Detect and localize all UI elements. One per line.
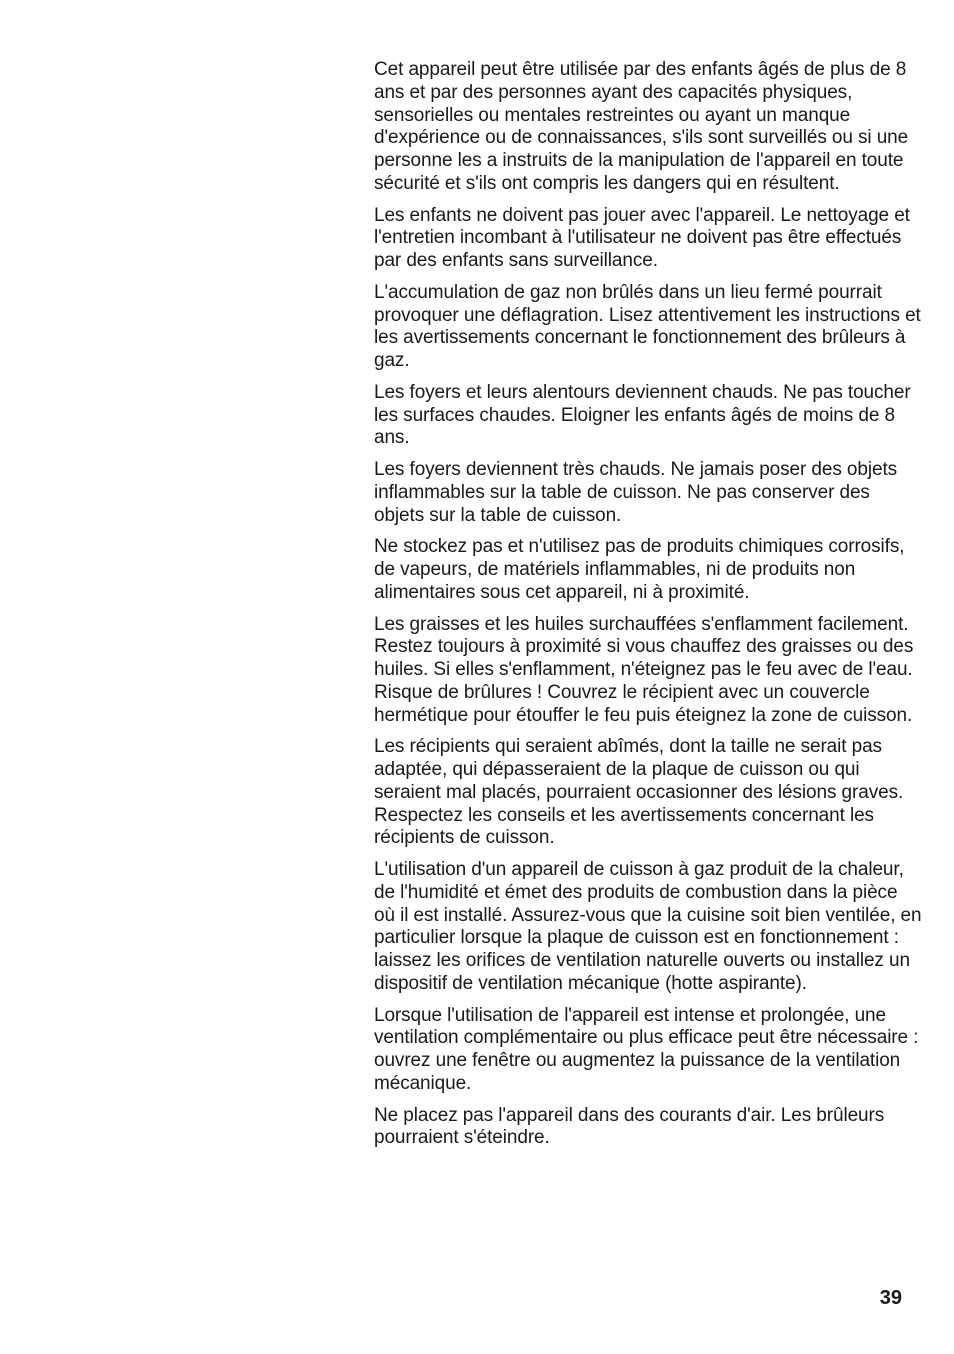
- paragraph-ventilation: L'utilisation d'un appareil de cuisson à gaz produit de la chaleur, de l'humidité et émet des produits de combustion dans la pièce où il est installé. Assurez-vous que la cuisine soit bien ventilée, en particulier lorsque la plaque de cuisson est en fonctionnement : laissez les orifices de ventilation naturelle ouverts ou installez un dispositif de ventilation mécanique (hotte aspirante).: [374, 859, 922, 994]
- paragraph-intensive-use: Lorsque l'utilisation de l'appareil est intense et prolongée, une ventilation complémentaire ou plus efficace peut être nécessaire : ouvrez une fenêtre ou augmentez la puissance de la ventilation mécanique.: [374, 1004, 919, 1094]
- paragraph-children-use: Cet appareil peut être utilisée par des enfants âgés de plus de 8 ans et par des personnes ayant des capacités physiques, sensorielles ou mentales restreintes ou ayant un manque d'expérience ou de connaissances, s'ils sont surveillés ou si une personne les a instruits de la manipulation de l'appareil en toute sécurité et s'ils ont compris les dangers qui en résultent.: [374, 59, 909, 194]
- paragraph-drafts: Ne placez pas l'appareil dans des courants d'air. Les brûleurs pourraient s'éteindre.: [374, 1104, 885, 1149]
- paragraph-gas-accumulation: L'accumulation de gaz non brûlés dans un lieu fermé pourrait provoquer une déflagration. Lisez attentivement les instructions et les avertissements concernant le fonctionnement des brûleurs à gaz.: [374, 281, 921, 371]
- paragraph-chemical-storage: Ne stockez pas et n'utilisez pas de produits chimiques corrosifs, de vapeurs, de matériels inflammables, ni de produits non alimentaires sous cet appareil, ni à proximité.: [374, 536, 905, 603]
- page-number: 39: [879, 1287, 902, 1309]
- safety-instructions-column: [374, 59, 922, 1159]
- paragraph-overheated-oil: Les graisses et les huiles surchauffées s'enflamment facilement. Restez toujours à proximité si vous chauffez des graisses ou des huiles. Si elles s'enflamment, n'éteignez pas le feu avec de l'eau. Risque de brûlures ! Couvrez le récipient avec un couvercle hermétique pour étouffer le feu puis éteignez la zone de cuisson.: [374, 613, 914, 726]
- paragraph-cookware: Les récipients qui seraient abîmés, dont la taille ne serait pas adaptée, qui dépasseraient de la plaque de cuisson ou qui seraient mal placés, pourraient occasionner des lésions graves. Respectez les conseils et les avertissements concernant les récipients de cuisson.: [374, 736, 904, 849]
- paragraph-flammable-objects: Les foyers deviennent très chauds. Ne jamais poser des objets inflammables sur la table de cuisson. Ne pas conserver des objets sur la table de cuisson.: [374, 459, 898, 526]
- paragraph-children-play: Les enfants ne doivent pas jouer avec l'appareil. Le nettoyage et l'entretien incombant à l'utilisateur ne doivent pas être effectués par des enfants sans surveillance.: [374, 204, 910, 271]
- paragraph-hot-surfaces: Les foyers et leurs alentours deviennent chauds. Ne pas toucher les surfaces chaudes. Eloigner les enfants âgés de moins de 8 ans.: [374, 381, 911, 449]
